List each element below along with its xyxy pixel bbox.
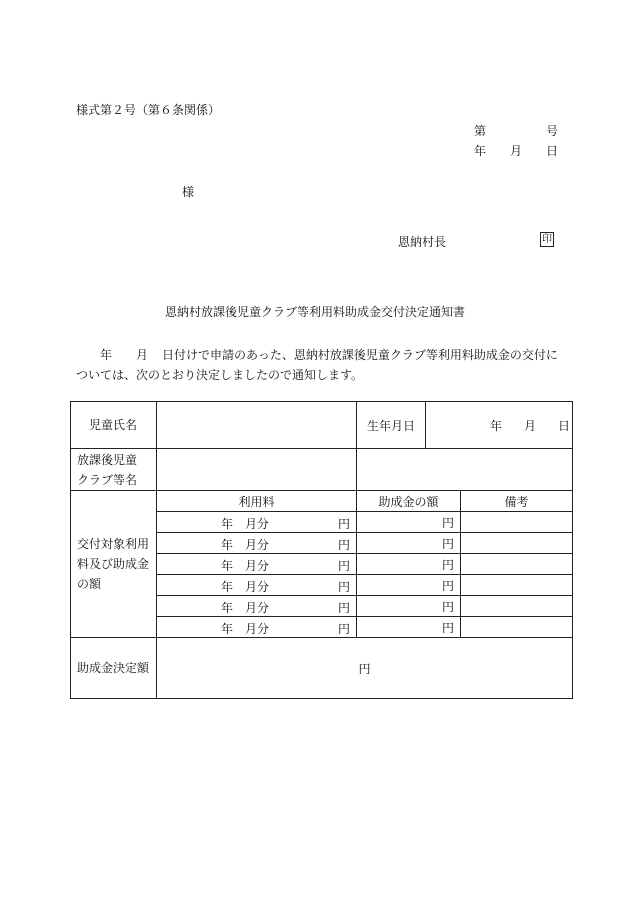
number-gou: 号 [546,124,559,138]
subsidy-cell[interactable]: 円 [357,512,461,533]
subsidy-cell[interactable]: 円 [357,533,461,554]
child-name-field[interactable] [157,402,357,449]
fee-cell[interactable]: 年 月分 円 [157,596,357,617]
body-month: 月 [136,348,149,362]
col-notes-header: 備考 [461,491,573,512]
club-label: 放課後児童 クラブ等名 [71,449,157,491]
child-name-row [71,402,573,449]
issuer-name: 恩納村長 [398,235,447,249]
body-line-1 [76,345,566,365]
fee-cell[interactable]: 年 月分 円 [157,575,357,596]
child-name-label: 児童氏名 [71,402,157,449]
addressee-suffix: 様 [182,185,195,199]
dob-day: 日 [558,419,571,433]
notes-cell[interactable] [461,617,573,638]
decision-row [71,638,573,699]
fee-cell[interactable]: 年 月分 円 [157,617,357,638]
notes-cell[interactable] [461,596,573,617]
notes-cell[interactable] [461,554,573,575]
dob-month: 月 [524,419,537,433]
body-text [76,345,566,385]
notes-cell[interactable] [461,533,573,554]
date-month: 月 [510,144,523,158]
date-year: 年 [474,144,487,158]
subsidy-cell[interactable]: 円 [357,617,461,638]
fee-cell[interactable]: 年 月分 円 [157,533,357,554]
notes-cell[interactable] [461,575,573,596]
subsidy-cell[interactable]: 円 [357,554,461,575]
dob-field[interactable] [426,402,573,449]
dob-year: 年 [490,419,503,433]
seal-mark: 印 [542,234,552,245]
document-title: 恩納村放課後児童クラブ等利用料助成金交付決定通知書 [164,305,465,319]
fee-cell[interactable]: 年 月分 円 [157,512,357,533]
dob-label: 生年月日 [357,402,426,449]
subsidy-table [70,401,573,699]
date-day: 日 [546,144,559,158]
col-subsidy-header: 助成金の額 [357,491,461,512]
col-fee-header: 利用料 [157,491,357,512]
subsidy-cell[interactable]: 円 [357,596,461,617]
club-field-right[interactable] [357,449,573,491]
body-line-2: ついては、次のとおり決定しましたので通知します。 [76,368,364,382]
form-number: 様式第２号（第６条関係） [76,103,221,117]
decision-label: 助成金決定額 [71,638,157,699]
body-year: 年 [100,348,113,362]
number-dai: 第 [474,124,487,138]
subsidy-cell[interactable]: 円 [357,575,461,596]
amount-label: 交付対象利用 料及び助成金 の額 [71,491,157,638]
decision-amount-field[interactable]: 円 [157,638,573,699]
notes-cell[interactable] [461,512,573,533]
club-field[interactable] [157,449,357,491]
fee-header-row [71,491,573,512]
fee-cell[interactable]: 年 月分 円 [157,554,357,575]
club-row [71,449,573,491]
body-sentence-1: 日付けで申請のあった、恩納村放課後児童クラブ等利用料助成金の交付に [162,348,558,362]
